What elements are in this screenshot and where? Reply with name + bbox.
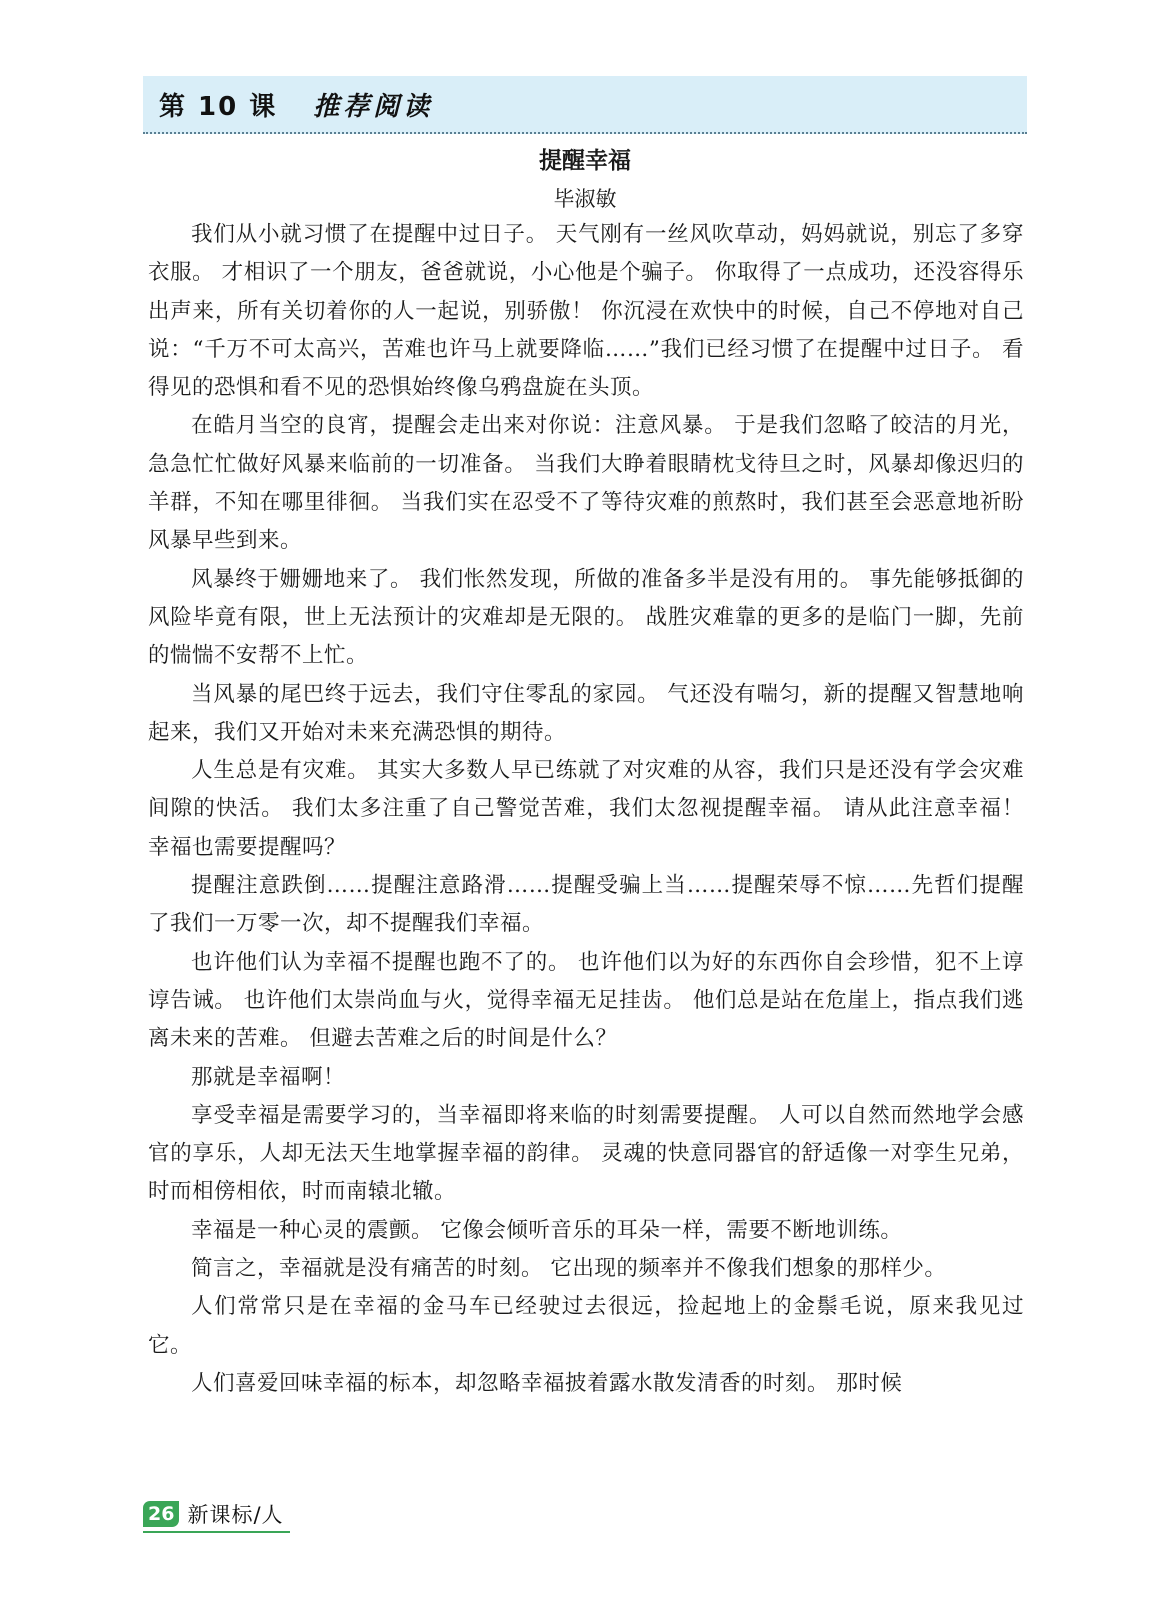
- paragraph: 也许他们认为幸福不提醒也跑不了的。 也许他们以为好的东西你自会珍惜，犯不上谆谆告诫。 也许他们太崇尚血与火，觉得幸福无足挂齿。 他们总是站在危崖上，指点我们逃离未来的苦难。 但避去苦难之后的时间是什么？: [148, 949, 1024, 1052]
- paragraph: 人们常常只是在幸福的金马车已经驶过去很远，捡起地上的金鬃毛说，原来我见过它。: [148, 1294, 1024, 1358]
- paragraph: 人们喜爱回味幸福的标本，却忽略幸福披着露水散发清香的时刻。 那时候: [191, 1370, 903, 1396]
- lesson-title: 推荐阅读: [313, 91, 434, 122]
- paragraph: 享受幸福是需要学习的，当幸福即将来临的时刻需要提醒。 人可以自然而然地学会感官的享乐，人却无法天生地掌握幸福的韵律。 灵魂的快意同器官的舒适像一对孪生兄弟，时而相傍相依，时而南辕北辙。: [148, 1102, 1024, 1205]
- page-footer: [143, 1497, 290, 1533]
- paragraph: 人生总是有灾难。 其实大多数人早已练就了对灾难的从容，我们只是还没有学会灾难间隙的快活。 我们太多注重了自己警觉苦难，我们太忽视提醒幸福。 请从此注意幸福！ 幸福也需要提醒吗？: [148, 758, 1024, 860]
- article-title: 提醒幸福: [539, 148, 631, 174]
- lesson-number: 第 10 课: [159, 91, 278, 122]
- paragraph: 提醒注意跌倒……提醒注意路滑……提醒受骗上当……提醒荣辱不惊……先哲们提醒了我们一万零一次，却不提醒我们幸福。: [148, 873, 1024, 937]
- paragraph: 幸福是一种心灵的震颤。 它像会倾听音乐的耳朵一样，需要不断地训练。: [191, 1217, 903, 1243]
- paragraph: 我们从小就习惯了在提醒中过日子。 天气刚有一丝风吹草动，妈妈就说，别忘了多穿衣服。 才相识了一个朋友，爸爸就说，小心他是个骗子。 你取得了一点成功，还没容得乐出声来，所有关切着你的人一起说，别骄傲！ 你沉浸在欢快中的时候，自己不停地对自己说：“千万不可太高兴，苦难也许马上就要降临……”我们已经习惯了在提醒中过日子。 看得见的恐惧和看不见的恐惧始终像乌鸦盘旋在头顶。: [148, 222, 1024, 401]
- series-label: 新课标/人: [187, 1503, 284, 1527]
- paragraph: 风暴终于姗姗地来了。 我们怅然发现，所做的准备多半是没有用的。 事先能够抵御的风险毕竟有限，世上无法预计的灾难却是无限的。 战胜灾难靠的更多的是临门一脚，先前的惴惴不安帮不上忙。: [148, 566, 1024, 669]
- lesson-header: [143, 76, 1027, 134]
- paragraph: 在皓月当空的良宵，提醒会走出来对你说：注意风暴。 于是我们忽略了皎洁的月光，急急忙忙做好风暴来临前的一切准备。 当我们大睁着眼睛枕戈待旦之时，风暴却像迟归的羊群，不知在哪里徘徊。 当我们实在忍受不了等待灾难的煎熬时，我们甚至会恶意地祈盼风暴早些到来。: [148, 413, 1024, 554]
- paragraph: 那就是幸福啊！: [191, 1064, 346, 1090]
- page-number-badge: 26: [143, 1501, 179, 1527]
- article-body: [148, 216, 1024, 1403]
- paragraph: 简言之，幸福就是没有痛苦的时刻。 它出现的频率并不像我们想象的那样少。: [191, 1256, 947, 1282]
- article-author: 毕淑敏: [553, 187, 617, 211]
- paragraph: 当风暴的尾巴终于远去，我们守住零乱的家园。 气还没有喘匀，新的提醒又智慧地响起来，我们又开始对未来充满恐惧的期待。: [148, 681, 1024, 745]
